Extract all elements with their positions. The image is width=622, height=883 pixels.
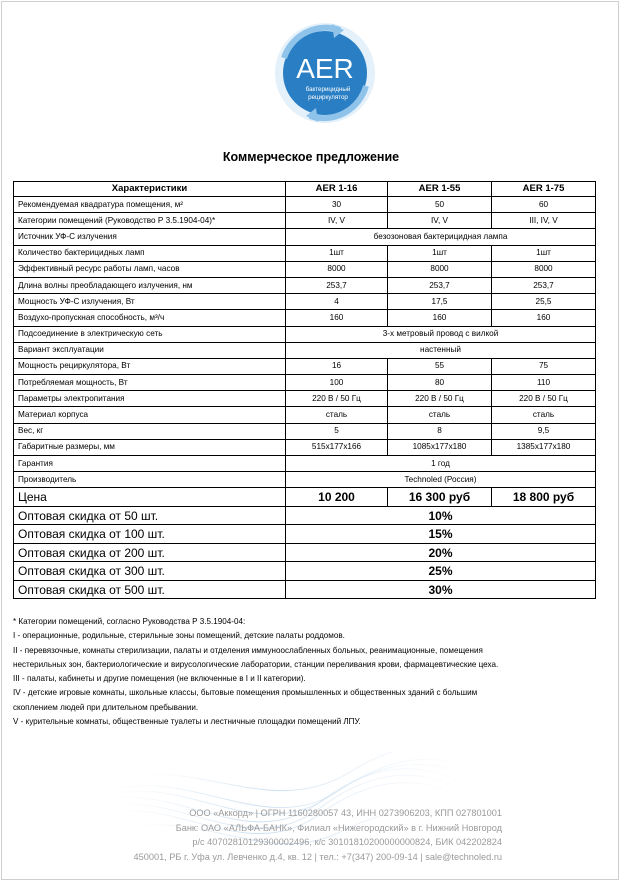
note-line: I - операционные, родильные, стерильные зоны помещений, детские палаты роддомов. [13, 631, 345, 641]
discount-label: Оптовая скидка от 100 шт. [14, 525, 286, 544]
table-row [14, 439, 596, 455]
row-value: 25,5 [492, 294, 596, 310]
table-row [14, 456, 596, 472]
discount-row [14, 506, 596, 525]
discount-value: 30% [286, 580, 596, 599]
table-row [14, 472, 596, 488]
row-label: Подсоединение в электрическую сеть [14, 326, 286, 342]
row-value: IV, V [286, 213, 388, 229]
row-value: 8000 [286, 261, 388, 277]
table-row [14, 229, 596, 245]
aer-logo [270, 18, 380, 128]
row-value: IV, V [388, 213, 492, 229]
table-row [14, 391, 596, 407]
row-value: 110 [492, 375, 596, 391]
notes [13, 615, 608, 729]
logo-line2: рециркулятор [308, 94, 348, 101]
note-line: * Категории помещений, согласно Руководства Р 3.5.1904-04: [13, 617, 246, 626]
price-label: Цена [14, 488, 286, 507]
row-label: Категории помещений (Руководство Р 3.5.1904-04)* [14, 213, 286, 229]
row-label: Эффективный ресурс работы ламп, часов [14, 261, 286, 277]
discount-value: 20% [286, 543, 596, 562]
row-label: Мощность рециркулятора, Вт [14, 358, 286, 374]
table-header-row [14, 182, 596, 197]
row-value: 8000 [492, 261, 596, 277]
row-label: Воздухо-пропускная способность, м³/ч [14, 310, 286, 326]
table-row [14, 423, 596, 439]
note-line: V - курительные комнаты, общественные туалеты и лестничные площадки помещений ЛПУ. [13, 717, 361, 727]
table-row [14, 326, 596, 342]
discount-label: Оптовая скидка от 500 шт. [14, 580, 286, 599]
row-value: 4 [286, 294, 388, 310]
row-value: 1шт [286, 245, 388, 261]
note-line: скоплением людей при длительном пребывании. [13, 702, 199, 712]
row-value: 8 [388, 423, 492, 439]
row-value: 1шт [388, 245, 492, 261]
table-row [14, 261, 596, 277]
row-value: 1шт [492, 245, 596, 261]
price-value: 10 200 [286, 488, 388, 507]
footer-line: Банк: ОАО «АЛЬФА-БАНК», Филиал «Нижегородский» в г. Нижний Новгород [175, 822, 502, 833]
row-value: 50 [388, 197, 492, 213]
discount-value: 25% [286, 562, 596, 581]
row-value: 160 [492, 310, 596, 326]
row-value-merged: настенный [286, 342, 596, 358]
table-header-cell: AER 1-16 [286, 182, 388, 197]
row-value: 17,5 [388, 294, 492, 310]
logo-brand: AER [296, 53, 354, 84]
price-value: 18 800 руб [492, 488, 596, 507]
discount-value: 10% [286, 506, 596, 525]
row-label: Потребляемая мощность, Вт [14, 375, 286, 391]
table-row [14, 294, 596, 310]
row-value: 80 [388, 375, 492, 391]
table-row [14, 277, 596, 293]
note-line: II - перевязочные, комнаты стерилизации, палаты и отделения иммуноослабленных больных, реанимационные, помещения [13, 645, 483, 655]
row-value: 8000 [388, 261, 492, 277]
table-header-cell: Характеристики [14, 182, 286, 197]
row-value: 160 [388, 310, 492, 326]
row-value: сталь [492, 407, 596, 423]
footer-line: ООО «Аккорд» | ОГРН 1160280057 43, ИНН 0273906203, КПП 027801001 [189, 808, 502, 818]
row-value: 9,5 [492, 423, 596, 439]
table-row [14, 310, 596, 326]
table-row [14, 197, 596, 213]
row-value-merged: Technoled (Россия) [286, 472, 596, 488]
row-label: Рекомендуемая квадратура помещения, м² [14, 197, 286, 213]
row-value: III, IV, V [492, 213, 596, 229]
price-row [14, 488, 596, 507]
price-value: 16 300 руб [388, 488, 492, 507]
row-value: 253,7 [388, 277, 492, 293]
row-value: сталь [388, 407, 492, 423]
row-value: 16 [286, 358, 388, 374]
row-label: Габаритные размеры, мм [14, 439, 286, 455]
row-value: 55 [388, 358, 492, 374]
company-footer [82, 806, 502, 864]
row-label: Количество бактерицидных ламп [14, 245, 286, 261]
row-value-merged: 1 год [286, 456, 596, 472]
row-value: 75 [492, 358, 596, 374]
row-value: сталь [286, 407, 388, 423]
row-value: 220 В / 50 Гц [492, 391, 596, 407]
row-label: Производитель [14, 472, 286, 488]
row-value: 30 [286, 197, 388, 213]
page-title: Коммерческое предложение [222, 150, 400, 164]
row-label: Параметры электропитания [14, 391, 286, 407]
table-header-cell: AER 1-55 [388, 182, 492, 197]
table-row [14, 375, 596, 391]
table-row [14, 407, 596, 423]
discount-label: Оптовая скидка от 300 шт. [14, 562, 286, 581]
row-label: Гарантия [14, 456, 286, 472]
logo-line1: бактерицидный [305, 86, 351, 93]
row-label: Источник УФ-С излучения [14, 229, 286, 245]
row-value: 60 [492, 197, 596, 213]
row-label: Мощность УФ-С излучения, Вт [14, 294, 286, 310]
discount-row [14, 580, 596, 599]
note-line: IV - детские игровые комнаты, школьные классы, бытовые помещения промышленных и общественных зданий с большим [13, 688, 478, 698]
table-row [14, 342, 596, 358]
row-value-merged: 3-х метровый провод с вилкой [286, 326, 596, 342]
row-value: 1085x177x180 [388, 439, 492, 455]
discount-row [14, 543, 596, 562]
discount-row [14, 562, 596, 581]
row-value: 220 В / 50 Гц [388, 391, 492, 407]
row-label: Вариант эксплуатации [14, 342, 286, 358]
discount-label: Оптовая скидка от 50 шт. [14, 506, 286, 525]
row-label: Вес, кг [14, 423, 286, 439]
row-value: 5 [286, 423, 388, 439]
row-value: 100 [286, 375, 388, 391]
footer-line: 450001, РБ г. Уфа ул. Левченко д.4, кв. 12 | тел.: +7(347) 200-09-14 | sale@technoled.ru [133, 851, 502, 862]
row-value: 1385x177x180 [492, 439, 596, 455]
table-header-cell: AER 1-75 [492, 182, 596, 197]
row-value: 515x177x166 [286, 439, 388, 455]
row-value: 160 [286, 310, 388, 326]
discount-value: 15% [286, 525, 596, 544]
discount-label: Оптовая скидка от 200 шт. [14, 543, 286, 562]
row-value: 253,7 [492, 277, 596, 293]
discount-row [14, 525, 596, 544]
row-value-merged: безозоновая бактерицидная лампа [286, 229, 596, 245]
table-row [14, 358, 596, 374]
spec-table [13, 181, 596, 599]
note-line: нестерильных зон, бактериологические и вирусологические лаборатории, станции переливания крови, фармацевтические цеха. [13, 659, 499, 669]
table-row [14, 245, 596, 261]
row-value: 220 В / 50 Гц [286, 391, 388, 407]
table-row [14, 213, 596, 229]
note-line: III - палаты, кабинеты и другие помещения (не включенные в I и II категории). [13, 674, 306, 684]
row-label: Материал корпуса [14, 407, 286, 423]
footer-line: р/с 40702810129300002496, к/с 30101810200000000824, БИК 042202824 [192, 837, 502, 848]
row-label: Длина волны преобладающего излучения, нм [14, 277, 286, 293]
row-value: 253,7 [286, 277, 388, 293]
